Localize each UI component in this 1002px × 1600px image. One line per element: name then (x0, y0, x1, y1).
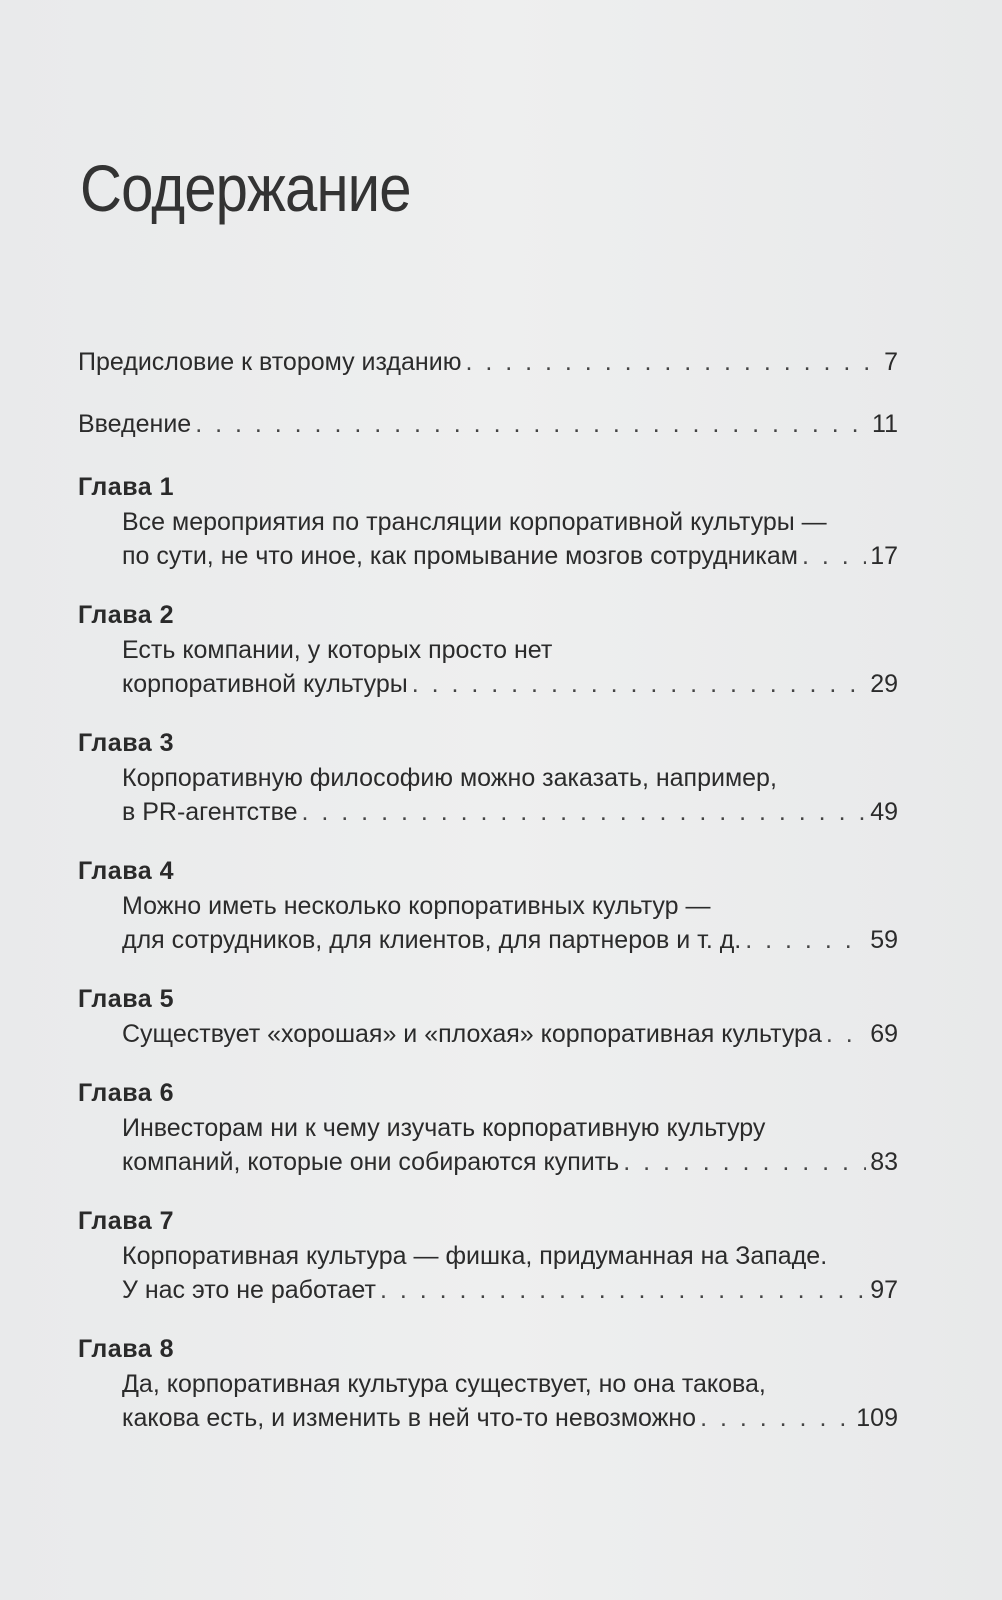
leader-dots (745, 923, 866, 957)
page-title: Содержание (80, 151, 411, 225)
chapter-title-last-line (122, 1401, 898, 1435)
toc-chapter-7[interactable] (78, 1203, 898, 1307)
chapter-title-line: Корпоративная культура — фишка, придуманная на Западе. (122, 1242, 828, 1270)
toc-chapter-4[interactable] (78, 853, 898, 957)
table-of-contents (78, 345, 898, 1459)
chapter-title-last-line (122, 923, 898, 957)
chapter-title-text: У нас это не работает (122, 1276, 376, 1304)
toc-entry-text: Предисловие к второму изданию (78, 348, 462, 376)
page-number: 69 (870, 1020, 898, 1048)
chapter-title-line: Инвесторам ни к чему изучать корпоративную культуру (122, 1114, 766, 1142)
leader-dots (412, 667, 866, 701)
page-number: 97 (870, 1276, 898, 1304)
toc-entry-text: Введение (78, 410, 192, 438)
page-number: 83 (870, 1148, 898, 1176)
leader-dots (700, 1401, 852, 1435)
chapter-label: Глава 4 (78, 857, 175, 885)
chapter-label: Глава 7 (78, 1207, 175, 1235)
page-number: 109 (856, 1404, 898, 1432)
leader-dots (302, 795, 867, 829)
chapter-title-last-line (122, 795, 898, 829)
chapter-title-text: корпоративной культуры (122, 670, 408, 698)
toc-entry-introduction[interactable] (78, 407, 898, 441)
leader-dots (623, 1145, 866, 1179)
page-number: 17 (870, 542, 898, 570)
chapter-title-text: какова есть, и изменить в ней что-то невозможно (122, 1404, 697, 1432)
leader-dots (826, 1017, 866, 1051)
chapter-label: Глава 6 (78, 1079, 175, 1107)
chapter-title-text: Существует «хорошая» и «плохая» корпоративная культура (122, 1020, 822, 1048)
toc-chapter-8[interactable] (78, 1331, 898, 1435)
chapter-title-last-line (122, 539, 898, 573)
page-number: 49 (870, 798, 898, 826)
toc-chapter-5[interactable] (78, 981, 898, 1051)
chapter-title-last-line (122, 1017, 898, 1051)
toc-entry-preface[interactable] (78, 345, 898, 379)
toc-chapter-2[interactable] (78, 597, 898, 701)
toc-chapter-3[interactable] (78, 725, 898, 829)
chapter-title-text: по сути, не что иное, как промывание мозгов сотрудникам (122, 542, 798, 570)
leader-dots (802, 539, 866, 573)
chapter-title-text: для сотрудников, для клиентов, для партнеров и т. д. (122, 926, 742, 954)
chapter-title-text: компаний, которые они собираются купить (122, 1148, 620, 1176)
chapter-title-last-line (122, 1145, 898, 1179)
chapter-label: Глава 1 (78, 473, 175, 501)
leader-dots (465, 345, 868, 379)
leader-dots (195, 407, 868, 441)
page-number: 7 (884, 348, 898, 376)
page-number: 29 (870, 670, 898, 698)
page-number: 59 (870, 926, 898, 954)
toc-chapter-1[interactable] (78, 469, 898, 573)
chapter-label: Глава 5 (78, 985, 175, 1013)
chapter-title-line: Да, корпоративная культура существует, но она такова, (122, 1370, 766, 1398)
chapter-title-line: Корпоративную философию можно заказать, например, (122, 764, 777, 792)
chapter-title-line: Все мероприятия по трансляции корпоративной культуры — (122, 508, 827, 536)
chapter-title-last-line (122, 1273, 898, 1307)
chapter-label: Глава 2 (78, 601, 175, 629)
chapter-title-last-line (122, 667, 898, 701)
chapter-label: Глава 3 (78, 729, 175, 757)
chapter-title-text: в PR-агентстве (122, 798, 298, 826)
leader-dots (380, 1273, 866, 1307)
chapter-label: Глава 8 (78, 1335, 175, 1363)
page-number: 11 (872, 410, 898, 438)
chapter-title-line: Есть компании, у которых просто нет (122, 636, 553, 664)
chapter-title-line: Можно иметь несколько корпоративных культур — (122, 892, 711, 920)
toc-chapter-6[interactable] (78, 1075, 898, 1179)
